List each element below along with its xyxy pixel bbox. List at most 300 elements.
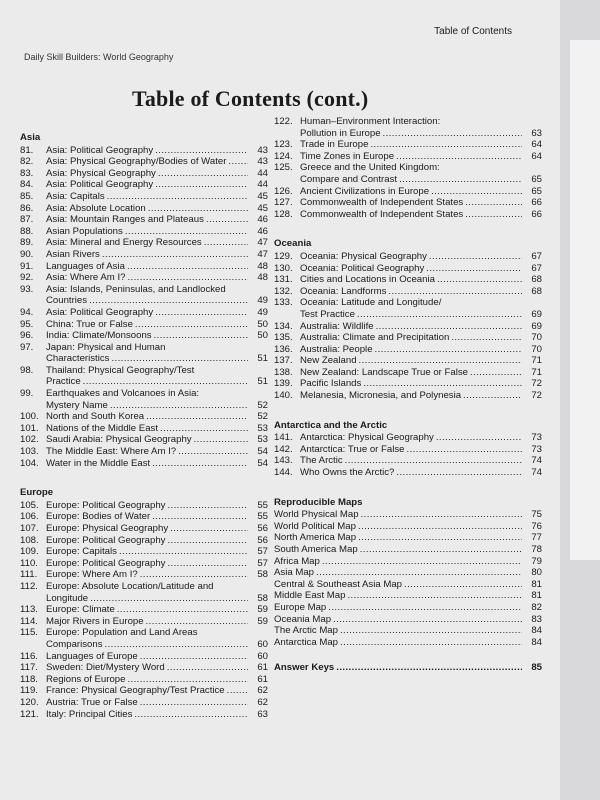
- entry-number: 83.: [20, 167, 34, 179]
- toc-entry: [20, 272, 268, 284]
- toc-entry: [274, 390, 542, 402]
- toc-entry: [274, 263, 542, 275]
- entry-page: 75: [531, 509, 542, 521]
- toc-entry: [20, 604, 268, 616]
- entry-title: Pacific Islands: [300, 378, 362, 390]
- entry-page: 46: [257, 225, 268, 237]
- entry-page: 66: [531, 197, 542, 209]
- toc-entry: [274, 186, 542, 198]
- entry-number: 103.: [20, 446, 39, 458]
- entry-title: Antarctica: True or False: [300, 443, 405, 455]
- entry-page: 51: [257, 353, 268, 365]
- entry-page: 64: [531, 150, 542, 162]
- entry-title: North and South Korea: [46, 411, 145, 423]
- entry-title: Asia: Capitals: [46, 190, 105, 202]
- leader-dots: [347, 590, 522, 602]
- toc-entry: [20, 411, 268, 423]
- entry-page: 48: [257, 260, 268, 272]
- section-heading: Antarctica and the Arctic: [274, 419, 388, 431]
- entry-title: Asia: Absolute Location: [46, 202, 146, 214]
- entry-page: 73: [531, 443, 542, 455]
- entry-title-continued: Comparisons: [46, 638, 103, 650]
- entry-title: Europe: Political Geography: [46, 534, 166, 546]
- toc-entry: [20, 388, 268, 400]
- entry-page: 60: [257, 638, 268, 650]
- toc-entry: [20, 651, 268, 663]
- entry-page: 72: [531, 390, 542, 402]
- leader-dots: [340, 625, 522, 637]
- toc-entry: [20, 500, 268, 512]
- entry-title: Commonwealth of Independent States: [300, 197, 464, 209]
- entry-page: 55: [257, 499, 268, 511]
- entry-page: 45: [257, 202, 268, 214]
- entry-title: Japan: Physical and Human: [46, 341, 166, 353]
- entry-title-continued: Compare and Contrast: [300, 173, 398, 185]
- entry-number: 110.: [20, 557, 38, 569]
- toc-entry: [20, 156, 268, 168]
- entry-page: 57: [257, 557, 268, 569]
- toc-entry: [20, 546, 268, 558]
- entry-title: Europe: Physical Geography: [46, 523, 169, 534]
- entry-title: Who Owns the Arctic?: [300, 467, 395, 479]
- toc-entry: [20, 307, 268, 319]
- leader-dots: [436, 432, 522, 444]
- leader-dots: [107, 191, 248, 203]
- entry-title: World Physical Map: [274, 509, 359, 521]
- leader-dots: [167, 662, 248, 674]
- leader-dots: [396, 151, 522, 163]
- entry-page: 56: [257, 523, 268, 534]
- toc-entry-continued: [20, 353, 268, 365]
- entry-title: Europe: Absolute Location/Latitude and: [46, 580, 214, 592]
- entry-page: 66: [531, 208, 542, 220]
- entry-number: 119.: [20, 685, 38, 697]
- entry-number: 98.: [20, 364, 34, 376]
- toc-entry: [274, 521, 542, 533]
- entry-number: 132.: [274, 285, 293, 297]
- toc-entry: [20, 203, 268, 215]
- entry-page: 49: [257, 295, 268, 307]
- toc-entry: [20, 145, 268, 157]
- entry-page: 59: [257, 604, 268, 616]
- toc-entry: [20, 365, 268, 377]
- leader-dots: [426, 263, 522, 275]
- entry-number: 139.: [274, 378, 293, 390]
- leader-dots: [463, 390, 522, 402]
- leader-dots: [388, 286, 522, 298]
- entry-title: Sweden: Diet/Mystery Word: [46, 662, 165, 674]
- entry-title-continued: Longitude: [46, 592, 89, 604]
- entry-title: Asia: Political Geography: [46, 306, 154, 318]
- entry-title: Time Zones in Europe: [300, 150, 395, 162]
- entry-number: 124.: [274, 150, 293, 162]
- entry-title: Europe: Where Am I?: [46, 569, 138, 581]
- entry-page: 48: [257, 272, 268, 284]
- entry-number: 104.: [20, 457, 39, 469]
- toc-entry: [20, 284, 268, 296]
- toc-entry-continued: [274, 309, 542, 321]
- entry-page: 69: [531, 320, 542, 332]
- toc-entry: [20, 709, 268, 721]
- entry-number: 129.: [274, 250, 293, 262]
- leader-dots: [363, 378, 522, 390]
- entry-page: 80: [531, 567, 542, 579]
- entry-number: 144.: [274, 467, 293, 479]
- leader-dots: [110, 400, 248, 412]
- entry-title: Major Rivers in Europe: [46, 615, 144, 627]
- entry-page: 43: [257, 144, 268, 156]
- entry-title: The Middle East: Where Am I?: [46, 446, 177, 458]
- entry-title-continued: Countries: [46, 295, 88, 307]
- entry-number: 128.: [274, 208, 293, 220]
- entry-title: Australia: People: [300, 343, 373, 355]
- entry-title: Europe: Climate: [46, 604, 115, 616]
- entry-number: 100.: [20, 411, 39, 423]
- entry-page: 81: [531, 578, 542, 590]
- leader-dots: [90, 593, 248, 605]
- entry-page: 43: [257, 156, 268, 168]
- leader-dots: [155, 179, 248, 191]
- entry-title: Europe: Political Geography: [46, 499, 166, 511]
- entry-page: 59: [257, 615, 268, 627]
- entry-title: Asia: Islands, Peninsulas, and Landlocked: [46, 283, 226, 295]
- toc-entry: [20, 434, 268, 446]
- toc-entry: [20, 581, 268, 593]
- entry-title: Middle East Map: [274, 590, 346, 602]
- entry-page: 52: [257, 399, 268, 411]
- entry-title: Commonwealth of Independent States: [300, 208, 464, 220]
- entry-title: Regions of Europe: [46, 673, 126, 685]
- entry-number: 85.: [20, 190, 34, 202]
- leader-dots: [140, 651, 248, 663]
- entry-title-continued: Test Practice: [300, 308, 355, 320]
- entry-page: 56: [257, 534, 268, 546]
- leader-dots: [357, 309, 522, 321]
- entry-number: 127.: [274, 197, 293, 209]
- entry-number: 142.: [274, 443, 293, 455]
- entry-number: 115.: [20, 627, 38, 639]
- entry-page: 81: [531, 590, 542, 602]
- entry-page: 60: [257, 650, 268, 662]
- page-edge-sheet: [570, 40, 600, 560]
- answer-keys-label: Answer Keys: [274, 662, 335, 674]
- leader-dots: [167, 500, 248, 512]
- entry-number: 131.: [274, 274, 293, 286]
- entry-number: 117.: [20, 662, 38, 674]
- leader-dots: [140, 569, 248, 581]
- leader-dots: [158, 168, 248, 180]
- entry-title: Asia: Political Geography: [46, 144, 154, 156]
- entry-page: 58: [257, 569, 268, 581]
- entry-page: 58: [257, 592, 268, 604]
- leader-dots: [127, 674, 248, 686]
- leader-dots: [340, 637, 522, 649]
- entry-title: North America Map: [274, 532, 357, 544]
- entry-title: China: True or False: [46, 318, 133, 330]
- toc-entry: [274, 378, 542, 390]
- leader-dots: [328, 602, 522, 614]
- leader-dots: [140, 697, 248, 709]
- entry-number: 93.: [20, 283, 34, 295]
- entry-number: 105.: [20, 499, 39, 511]
- leader-dots: [358, 532, 522, 544]
- entry-page: 74: [531, 455, 542, 467]
- page-title: Table of Contents (cont.): [132, 86, 369, 111]
- entry-number: 122.: [274, 116, 293, 127]
- entry-number: 125.: [274, 162, 293, 174]
- toc-entry: [274, 139, 542, 151]
- leader-dots: [170, 523, 248, 535]
- toc-entry-continued: [20, 295, 268, 307]
- entry-title: Cities and Locations in Oceania: [300, 274, 435, 286]
- leader-dots: [336, 662, 522, 674]
- toc-entry: [20, 558, 268, 570]
- toc-entry: [274, 509, 542, 521]
- entry-number: 96.: [20, 330, 34, 342]
- entry-number: 120.: [20, 696, 39, 708]
- section-heading: Europe: [20, 487, 54, 499]
- leader-dots: [360, 544, 522, 556]
- entry-page: 46: [257, 214, 268, 226]
- entry-title: Languages of Europe: [46, 650, 138, 662]
- leader-dots: [119, 546, 248, 558]
- toc-entry-continued: [20, 400, 268, 412]
- toc-entry: [274, 151, 542, 163]
- leader-dots: [333, 614, 522, 626]
- entry-page: 70: [531, 343, 542, 355]
- toc-entry: [20, 627, 268, 639]
- leader-dots: [83, 376, 248, 388]
- leader-dots: [361, 509, 522, 521]
- leader-dots: [470, 367, 522, 379]
- entry-title: Ancient Civilizations in Europe: [300, 185, 430, 197]
- answer-keys-page: 85: [531, 662, 542, 674]
- entry-title: Europe Map: [274, 601, 327, 613]
- entry-title: Antarctica Map: [274, 636, 338, 648]
- toc-entry: [274, 532, 542, 544]
- entry-page: 68: [531, 274, 542, 286]
- entry-number: 137.: [274, 355, 293, 367]
- toc-entry: [20, 458, 268, 470]
- entry-page: 54: [257, 457, 268, 469]
- entry-title: Oceania: Political Geography: [300, 262, 425, 274]
- entry-title: Central & Southeast Asia Map: [274, 578, 402, 590]
- entry-title: Europe: Political Geography: [46, 557, 166, 569]
- leader-dots: [227, 685, 248, 697]
- entry-page: 84: [531, 636, 542, 648]
- leader-dots: [111, 353, 248, 365]
- running-title: Table of Contents: [434, 26, 512, 37]
- leader-dots: [127, 261, 248, 273]
- entry-number: 86.: [20, 202, 34, 214]
- leader-dots: [160, 423, 248, 435]
- leader-dots: [322, 556, 522, 568]
- entry-page: 65: [531, 185, 542, 197]
- leader-dots: [437, 274, 522, 286]
- toc-entry: [274, 614, 542, 626]
- leader-dots: [370, 139, 522, 151]
- toc-entry: [20, 674, 268, 686]
- leader-dots: [345, 455, 522, 467]
- toc-entry: [20, 226, 268, 238]
- leader-dots: [167, 558, 248, 570]
- answer-keys-row: [274, 662, 542, 674]
- toc-entry: [20, 249, 268, 261]
- entry-number: 143.: [274, 455, 293, 467]
- entry-title: Australia: Climate and Precipitation: [300, 332, 450, 344]
- leader-dots: [228, 156, 248, 168]
- entry-title: Asia: Where Am I?: [46, 272, 126, 284]
- toc-entry: [20, 535, 268, 547]
- entry-title: India: Climate/Monsoons: [46, 330, 152, 342]
- entry-page: 61: [257, 662, 268, 674]
- entry-title: Africa Map: [274, 555, 320, 567]
- entry-number: 109.: [20, 546, 39, 558]
- entry-number: 90.: [20, 248, 34, 260]
- entry-number: 112.: [20, 580, 38, 592]
- toc-entry: [274, 367, 542, 379]
- entry-page: 67: [531, 250, 542, 262]
- toc-entry: [274, 579, 542, 591]
- toc-entry: [274, 297, 542, 309]
- entry-number: 133.: [274, 297, 293, 309]
- toc-entry: [20, 179, 268, 191]
- entry-number: 91.: [20, 260, 34, 272]
- entry-number: 81.: [20, 144, 34, 156]
- entry-title: South America Map: [274, 544, 358, 555]
- entry-number: 135.: [274, 332, 293, 344]
- entry-number: 94.: [20, 306, 34, 318]
- leader-dots: [194, 434, 248, 446]
- toc-entry: [20, 569, 268, 581]
- entry-number: 99.: [20, 388, 34, 400]
- entry-page: 65: [531, 173, 542, 185]
- entry-title: France: Physical Geography/Test Practice: [46, 685, 225, 697]
- entry-page: 76: [531, 520, 542, 532]
- entry-title: Thailand: Physical Geography/Test: [46, 364, 195, 376]
- leader-dots: [146, 411, 248, 423]
- toc-entry: [20, 261, 268, 273]
- leader-dots: [178, 446, 248, 458]
- entry-number: 107.: [20, 523, 39, 534]
- entry-title: The Arctic: [300, 455, 343, 467]
- entry-title: Italy: Principal Cities: [46, 708, 133, 720]
- leader-dots: [155, 145, 248, 157]
- entry-title: Asia: Physical Geography/Bodies of Water: [46, 156, 227, 168]
- entry-title: Asia: Physical Geography: [46, 167, 156, 179]
- leader-dots: [396, 467, 522, 479]
- leader-dots: [204, 237, 248, 249]
- entry-page: 62: [257, 696, 268, 708]
- entry-title: Asia: Mountain Ranges and Plateaus: [46, 214, 204, 226]
- entry-page: 71: [531, 366, 542, 378]
- entry-title: Austria: True or False: [46, 696, 138, 708]
- entry-page: 84: [531, 625, 542, 637]
- leader-dots: [206, 214, 248, 226]
- toc-entry: [274, 637, 542, 649]
- leader-dots: [127, 272, 248, 284]
- leader-dots: [358, 521, 522, 533]
- entry-number: 101.: [20, 422, 39, 434]
- leader-dots: [407, 444, 522, 456]
- entry-page: 45: [257, 190, 268, 202]
- leader-dots: [155, 307, 248, 319]
- entry-number: 114.: [20, 615, 38, 627]
- entry-title: Greece and the United Kingdom:: [300, 162, 440, 174]
- entry-title: Antarctica: Physical Geography: [300, 432, 434, 444]
- entry-number: 89.: [20, 237, 34, 249]
- toc-entry-continued: [20, 376, 268, 388]
- leader-dots: [134, 709, 248, 721]
- entry-page: 62: [257, 685, 268, 697]
- entry-title: Oceania: Latitude and Longitude/: [300, 297, 442, 309]
- entry-page: 73: [531, 432, 542, 444]
- entry-title: Human–Environment Interaction:: [300, 116, 441, 127]
- entry-page: 44: [257, 167, 268, 179]
- toc-entry: [20, 191, 268, 203]
- leader-dots: [404, 579, 522, 591]
- entry-title-continued: Mystery Name: [46, 399, 108, 411]
- entry-page: 71: [531, 355, 542, 367]
- entry-title: Australia: Wildlife: [300, 320, 374, 332]
- toc-entry: [274, 251, 542, 263]
- toc-entry: [274, 444, 542, 456]
- toc-entry: [20, 168, 268, 180]
- toc-left-column: [20, 128, 268, 720]
- leader-dots: [167, 535, 248, 547]
- entry-number: 121.: [20, 708, 39, 720]
- toc-entry: [20, 342, 268, 354]
- leader-dots: [465, 197, 522, 209]
- entry-title: Oceania: Landforms: [300, 285, 387, 297]
- entry-page: 67: [531, 262, 542, 274]
- entry-page: 47: [257, 248, 268, 260]
- entry-title: Europe: Population and Land Areas: [46, 627, 198, 639]
- leader-dots: [135, 319, 248, 331]
- leader-dots: [154, 330, 248, 342]
- entry-title: Asia Map: [274, 567, 314, 579]
- entry-number: 92.: [20, 272, 34, 284]
- entry-title-continued: Practice: [46, 376, 81, 388]
- section-heading: Oceania: [274, 238, 312, 250]
- entry-number: 87.: [20, 214, 34, 226]
- entry-page: 78: [531, 544, 542, 555]
- entry-number: 118.: [20, 673, 38, 685]
- entry-title: Asia: Political Geography: [46, 179, 154, 191]
- toc-entry: [274, 602, 542, 614]
- toc-entry: [20, 685, 268, 697]
- toc-right-entries: [274, 116, 542, 648]
- entry-number: 116.: [20, 650, 38, 662]
- toc-entry: [274, 321, 542, 333]
- entry-title: Oceania: Physical Geography: [300, 250, 427, 262]
- leader-dots: [146, 616, 248, 628]
- leader-dots: [152, 511, 248, 523]
- toc-entry: [274, 197, 542, 209]
- toc-entry: [20, 511, 268, 523]
- entry-number: 102.: [20, 434, 39, 446]
- entry-number: 134.: [274, 320, 293, 332]
- entry-title: Saudi Arabia: Physical Geography: [46, 434, 192, 446]
- leader-dots: [152, 458, 248, 470]
- entry-number: 140.: [274, 390, 293, 402]
- toc-entry: [20, 319, 268, 331]
- entry-title: Water in the Middle East: [46, 457, 151, 469]
- entry-title: Earthquakes and Volcanoes in Asia:: [46, 388, 200, 400]
- entry-number: 97.: [20, 341, 34, 353]
- toc-entry-continued: [20, 593, 268, 605]
- toc-entry: [274, 209, 542, 221]
